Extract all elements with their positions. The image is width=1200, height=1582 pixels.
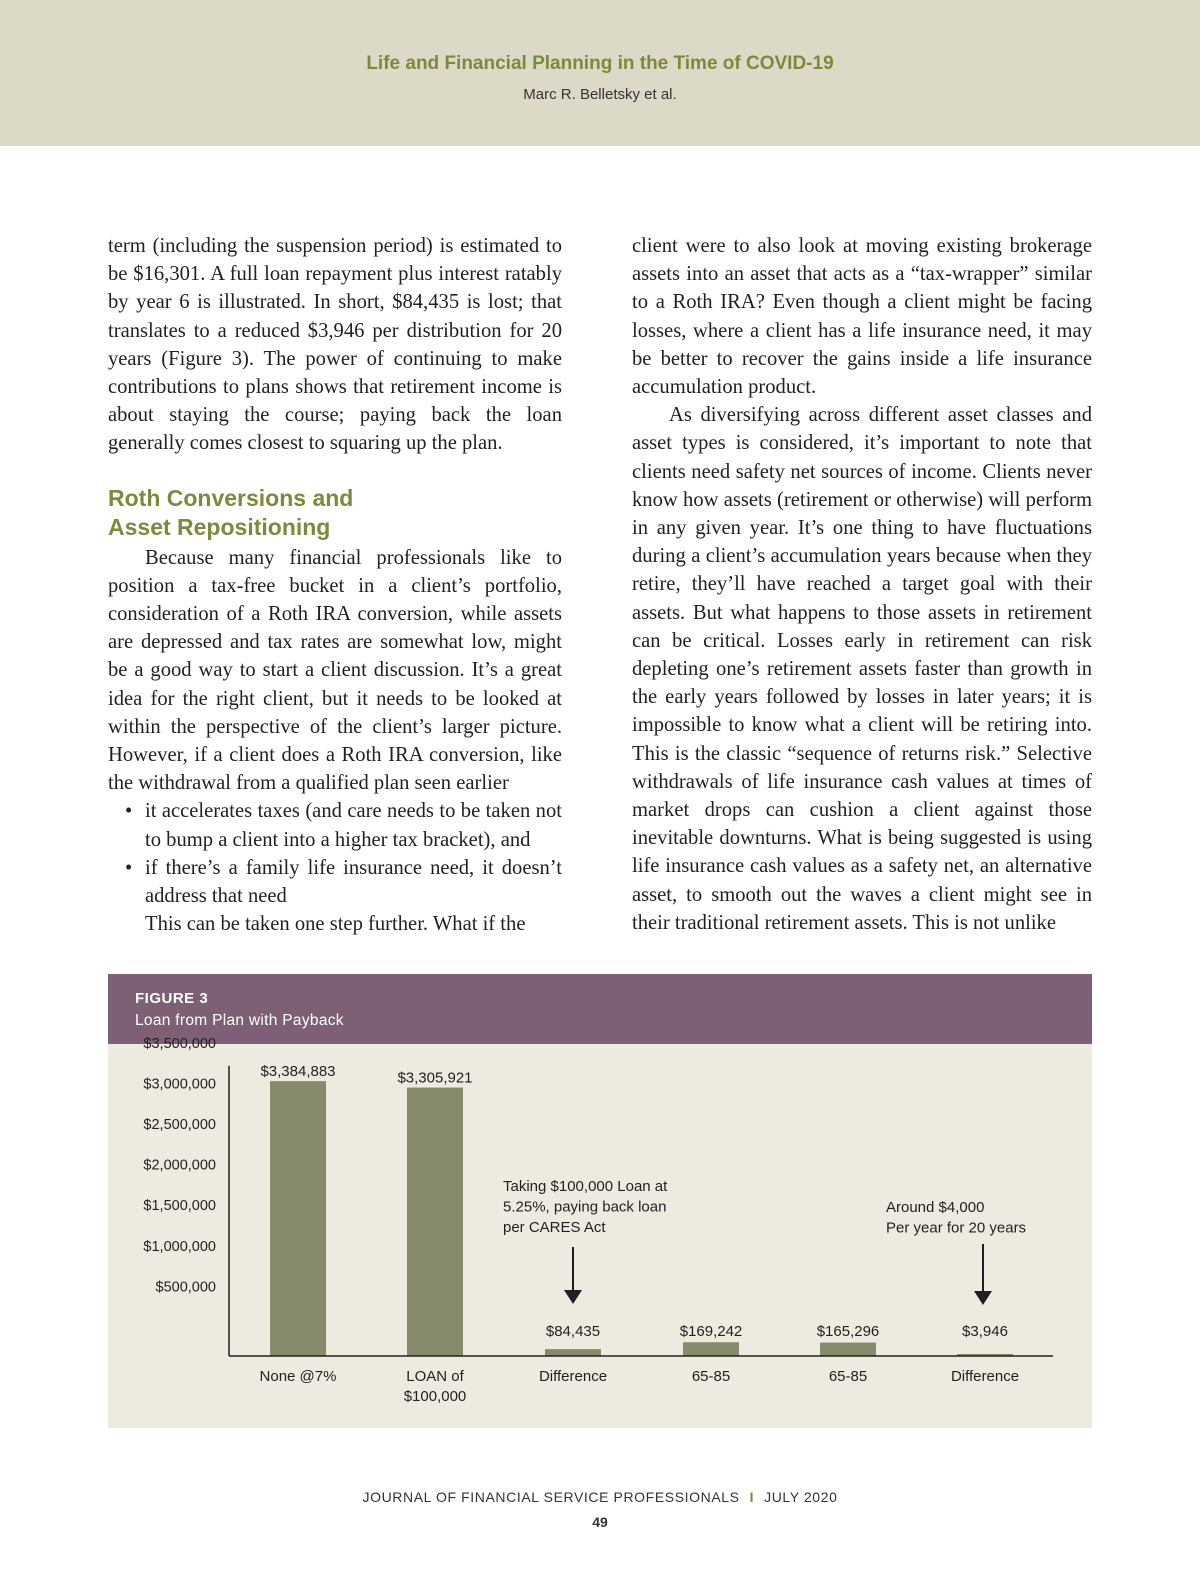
right-paragraph-1: client were to also look at moving existing brokerage assets into an asset that acts as a “tax-wrapper” similar to a Roth IRA? Even though a client might be facing losses, where a client has a life insurance need, it may be better to recover the gains inside a life insurance accumulation product. [632,235,1092,399]
footer-date: JULY 2020 [764,1489,838,1505]
y-tick-label: $500,000 [155,1279,216,1296]
right-column [632,232,1092,937]
left-paragraph-1: term (including the suspension period) is estimated to be $16,301. A full loan repayment plus interest ratably by year 6 is illustrated. In short, $84,435 is lost; that translates to a reduced $3,946 per distribution for 20 years (Figure 3). The power of continuing to make contributions to plans shows that retirement income is about staying the course; paying back the loan generally comes closest to squaring up the plan. [108,235,562,455]
y-tick-label: $1,500,000 [143,1198,216,1215]
data-label: $84,435 [545,1323,601,1340]
category-label: LOAN of [406,1368,464,1385]
category-label: None @7% [259,1368,337,1385]
bar [407,1088,463,1356]
y-tick-label: $2,500,000 [143,1117,216,1133]
section-heading-line-1: Roth Conversions and [108,484,354,511]
bar [545,1349,601,1356]
annotation-arrow-head [974,1291,992,1305]
bar [270,1081,326,1356]
y-tick-label: $1,000,000 [143,1238,216,1255]
figure-3 [108,974,1092,1428]
figure-label: FIGURE 3 [135,990,209,1007]
y-tick-label: $3,500,000 [143,1035,216,1052]
left-paragraph-2: Because many financial professionals like to position a tax-free bucket in a client’s portfolio, consideration of a Roth IRA conversion, while assets are depressed and tax rates are somewhat low, might be a good way to start a client discussion. It’s a great idea for the right client, but it needs to be looked at within the perspective of the client’s larger picture. However, if a client does a Roth IRA conversion, like the withdrawal from a qualified plan seen earlier [108,546,562,795]
right-paragraph-2: As diversifying across different asset classes and asset types is considered, it’s important to note that clients need safety net sources of income. Clients never know how assets (retirement or otherwise) will perform in any given year. It’s one thing to have fluctuations during a client’s accumulation years because when they retire, they’ll have reached a target goal with their assets. But what happens to those assets in retirement can be critical. Losses early in retirement can risk depleting one’s retirement assets faster than growth in the early years followed by losses in later years; it is impossible to know what a client will be retiring into. This is the classic “sequence of returns risk.” Selective withdrawals of life insurance cash values at times of market drops can cushion a client against those inevitable downturns. What is being suggested is using life insurance cash values as a safety net, an alternative asset, to smooth out the waves a client might see in their traditional retirement assets. This is not unlike [632,404,1092,934]
category-label: Difference [950,1368,1020,1385]
annotation-text: Taking $100,000 Loan at [503,1178,668,1195]
left-column [108,232,562,938]
y-tick-label: $3,000,000 [143,1076,216,1093]
category-label: 65-85 [828,1368,868,1385]
section-heading-line-2: Asset Repositioning [108,513,331,540]
footer-journal-name: JOURNAL OF FINANCIAL SERVICE PROFESSIONALS [362,1489,740,1505]
section-heading [108,484,562,542]
category-label: 65-85 [691,1368,731,1385]
annotation-text: Around $4,000 [886,1199,985,1216]
data-label: $169,242 [679,1323,743,1340]
category-label: Difference [538,1368,608,1385]
bar-chart [108,974,1092,1428]
bullet-list [108,797,562,910]
annotation-arrow-head [564,1290,582,1304]
data-label: $3,946 [962,1323,1008,1340]
annotation-text: Per year for 20 years [886,1219,1027,1237]
page-number: 49 [592,1514,608,1530]
data-label: $3,305,921 [397,1069,473,1087]
figure-caption: Loan from Plan with Payback [135,1012,344,1029]
running-header [0,0,1200,146]
running-title: Life and Financial Planning in the Time of COVID-19 [366,53,834,74]
category-label: $100,000 [403,1388,467,1405]
annotation-text: per CARES Act [503,1219,606,1236]
left-paragraph-3: This can be taken one step further. What if the [145,913,526,936]
data-label: $165,296 [816,1323,880,1340]
data-label: $3,384,883 [260,1063,336,1081]
annotation-text: 5.25%, paying back loan [503,1198,667,1216]
footer-journal-line [0,1489,1200,1505]
bar [683,1342,739,1356]
y-tick-label: $2,000,000 [143,1157,216,1174]
running-authors: Marc R. Belletsky et al. [523,86,677,103]
footer-separator: I [749,1489,755,1505]
bullet-item: • it accelerates taxes (and care needs to be taken not to bump a client into a higher tax bracket), and [108,797,562,853]
bullet-item: • if there’s a family life insurance need, it doesn’t address that need [108,854,562,910]
bar [820,1343,876,1356]
